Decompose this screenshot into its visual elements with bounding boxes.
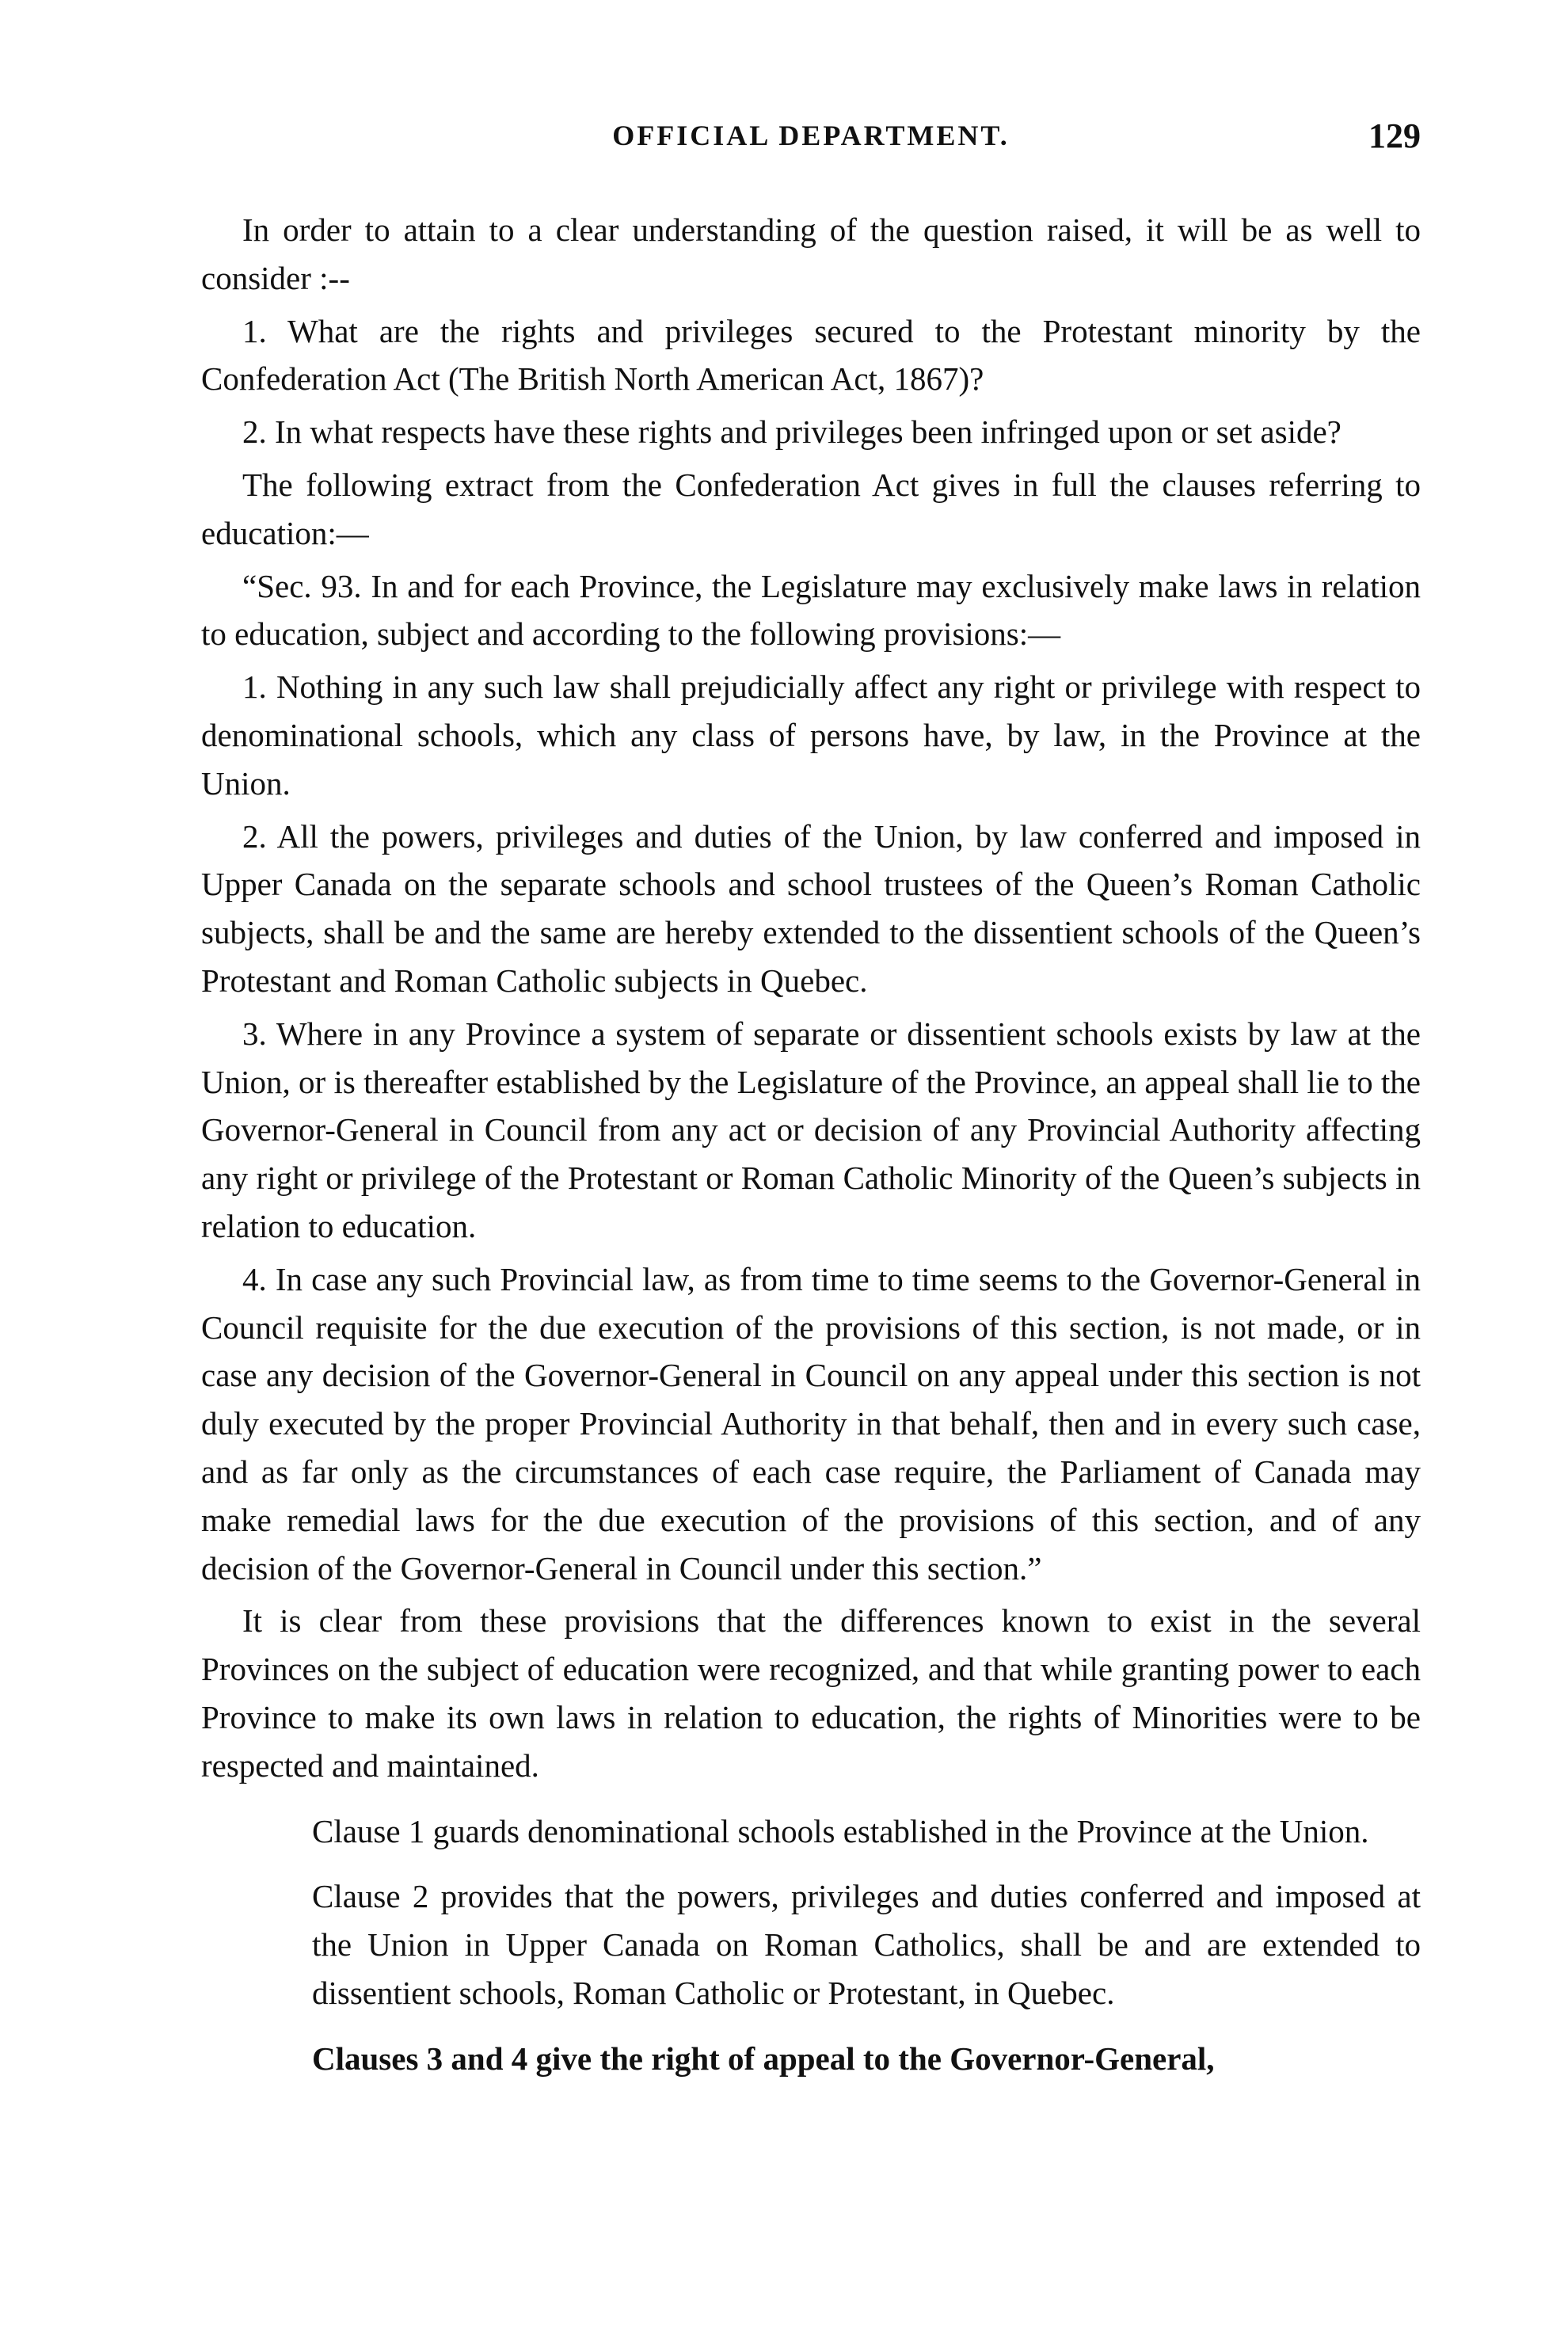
document-page bbox=[201, 116, 1421, 2087]
question-1: 1. What are the rights and privileges secured to the Protestant minority by the Confederation Act (The British North American Act, 1867)? bbox=[201, 312, 1421, 398]
body-text bbox=[201, 206, 1421, 2082]
running-head: OFFICIAL DEPARTMENT. bbox=[612, 120, 1010, 151]
page-header bbox=[201, 116, 1421, 174]
page-number: 129 bbox=[1368, 116, 1421, 155]
question-2: 2. In what respects have these rights and privileges been infringed upon or set aside? bbox=[242, 413, 1342, 451]
clauses-3-4-summary: Clauses 3 and 4 give the right of appeal to the Governor-General, bbox=[312, 2040, 1215, 2077]
paragraph-commentary: It is clear from these provisions that the differences known to exist in the several Provinces on the subject of education were recognized, and that while granting power to each Province to make its own laws in relation to education, the rights of Minorities were to be respected and maintained. bbox=[201, 1602, 1421, 1784]
clause-2-summary: Clause 2 provides that the powers, privileges and duties conferred and imposed at the Union in Upper Canada on Roman Catholics, shall be and are extended to dissentient schools, Roman Catholic or Protestant, in Quebec. bbox=[312, 1878, 1421, 2011]
provision-3: 3. Where in any Province a system of separate or dissentient schools exists by law at the Union, or is thereafter established by the Legislature of the Province, an appeal shall lie to the Governor-General in Council from any act or decision of any Provincial Authority affecting any right or privilege of the Protestant or Roman Catholic Minority of the Queen’s subjects in relation to education. bbox=[201, 1015, 1421, 1244]
clause-1-summary: Clause 1 guards denominational schools established in the Province at the Union. bbox=[312, 1812, 1369, 1849]
paragraph-extract-intro: The following extract from the Confederation Act gives in full the clauses referring to education:— bbox=[201, 466, 1421, 551]
provision-4: 4. In case any such Provincial law, as from time to time seems to the Governor-General in Council requisite for the due execution of the provisions of this section, is not made, or in case any decision of the Governor-General in Council on any appeal under this section is not duly executed by the proper Provincial Authority in that behalf, then and in every such case, and as far only as the circumstances of each case require, the Parliament of Canada may make remedial laws for the due execution of the provisions of this section, and of any decision of the Governor-General in Council under this section.” bbox=[201, 1260, 1421, 1586]
provision-1: 1. Nothing in any such law shall prejudicially affect any right or privilege with respect to denominational schools, which any class of persons have, by law, in the Province at the Union. bbox=[201, 668, 1421, 802]
section-93-quote: “Sec. 93. In and for each Province, the Legislature may exclusively make laws in relation to education, subject and according to the following provisions:— bbox=[201, 567, 1421, 653]
paragraph-intro: In order to attain to a clear understanding of the question raised, it will be as well to consider :-- bbox=[201, 211, 1421, 296]
provision-2: 2. All the powers, privileges and duties of the Union, by law conferred and imposed in Upper Canada on the separate schools and school trustees of the Queen’s Roman Catholic subjects, shall be and the same are hereby extended to the dissentient schools of the Queen’s Protestant and Roman Catholic subjects in Quebec. bbox=[201, 817, 1421, 999]
